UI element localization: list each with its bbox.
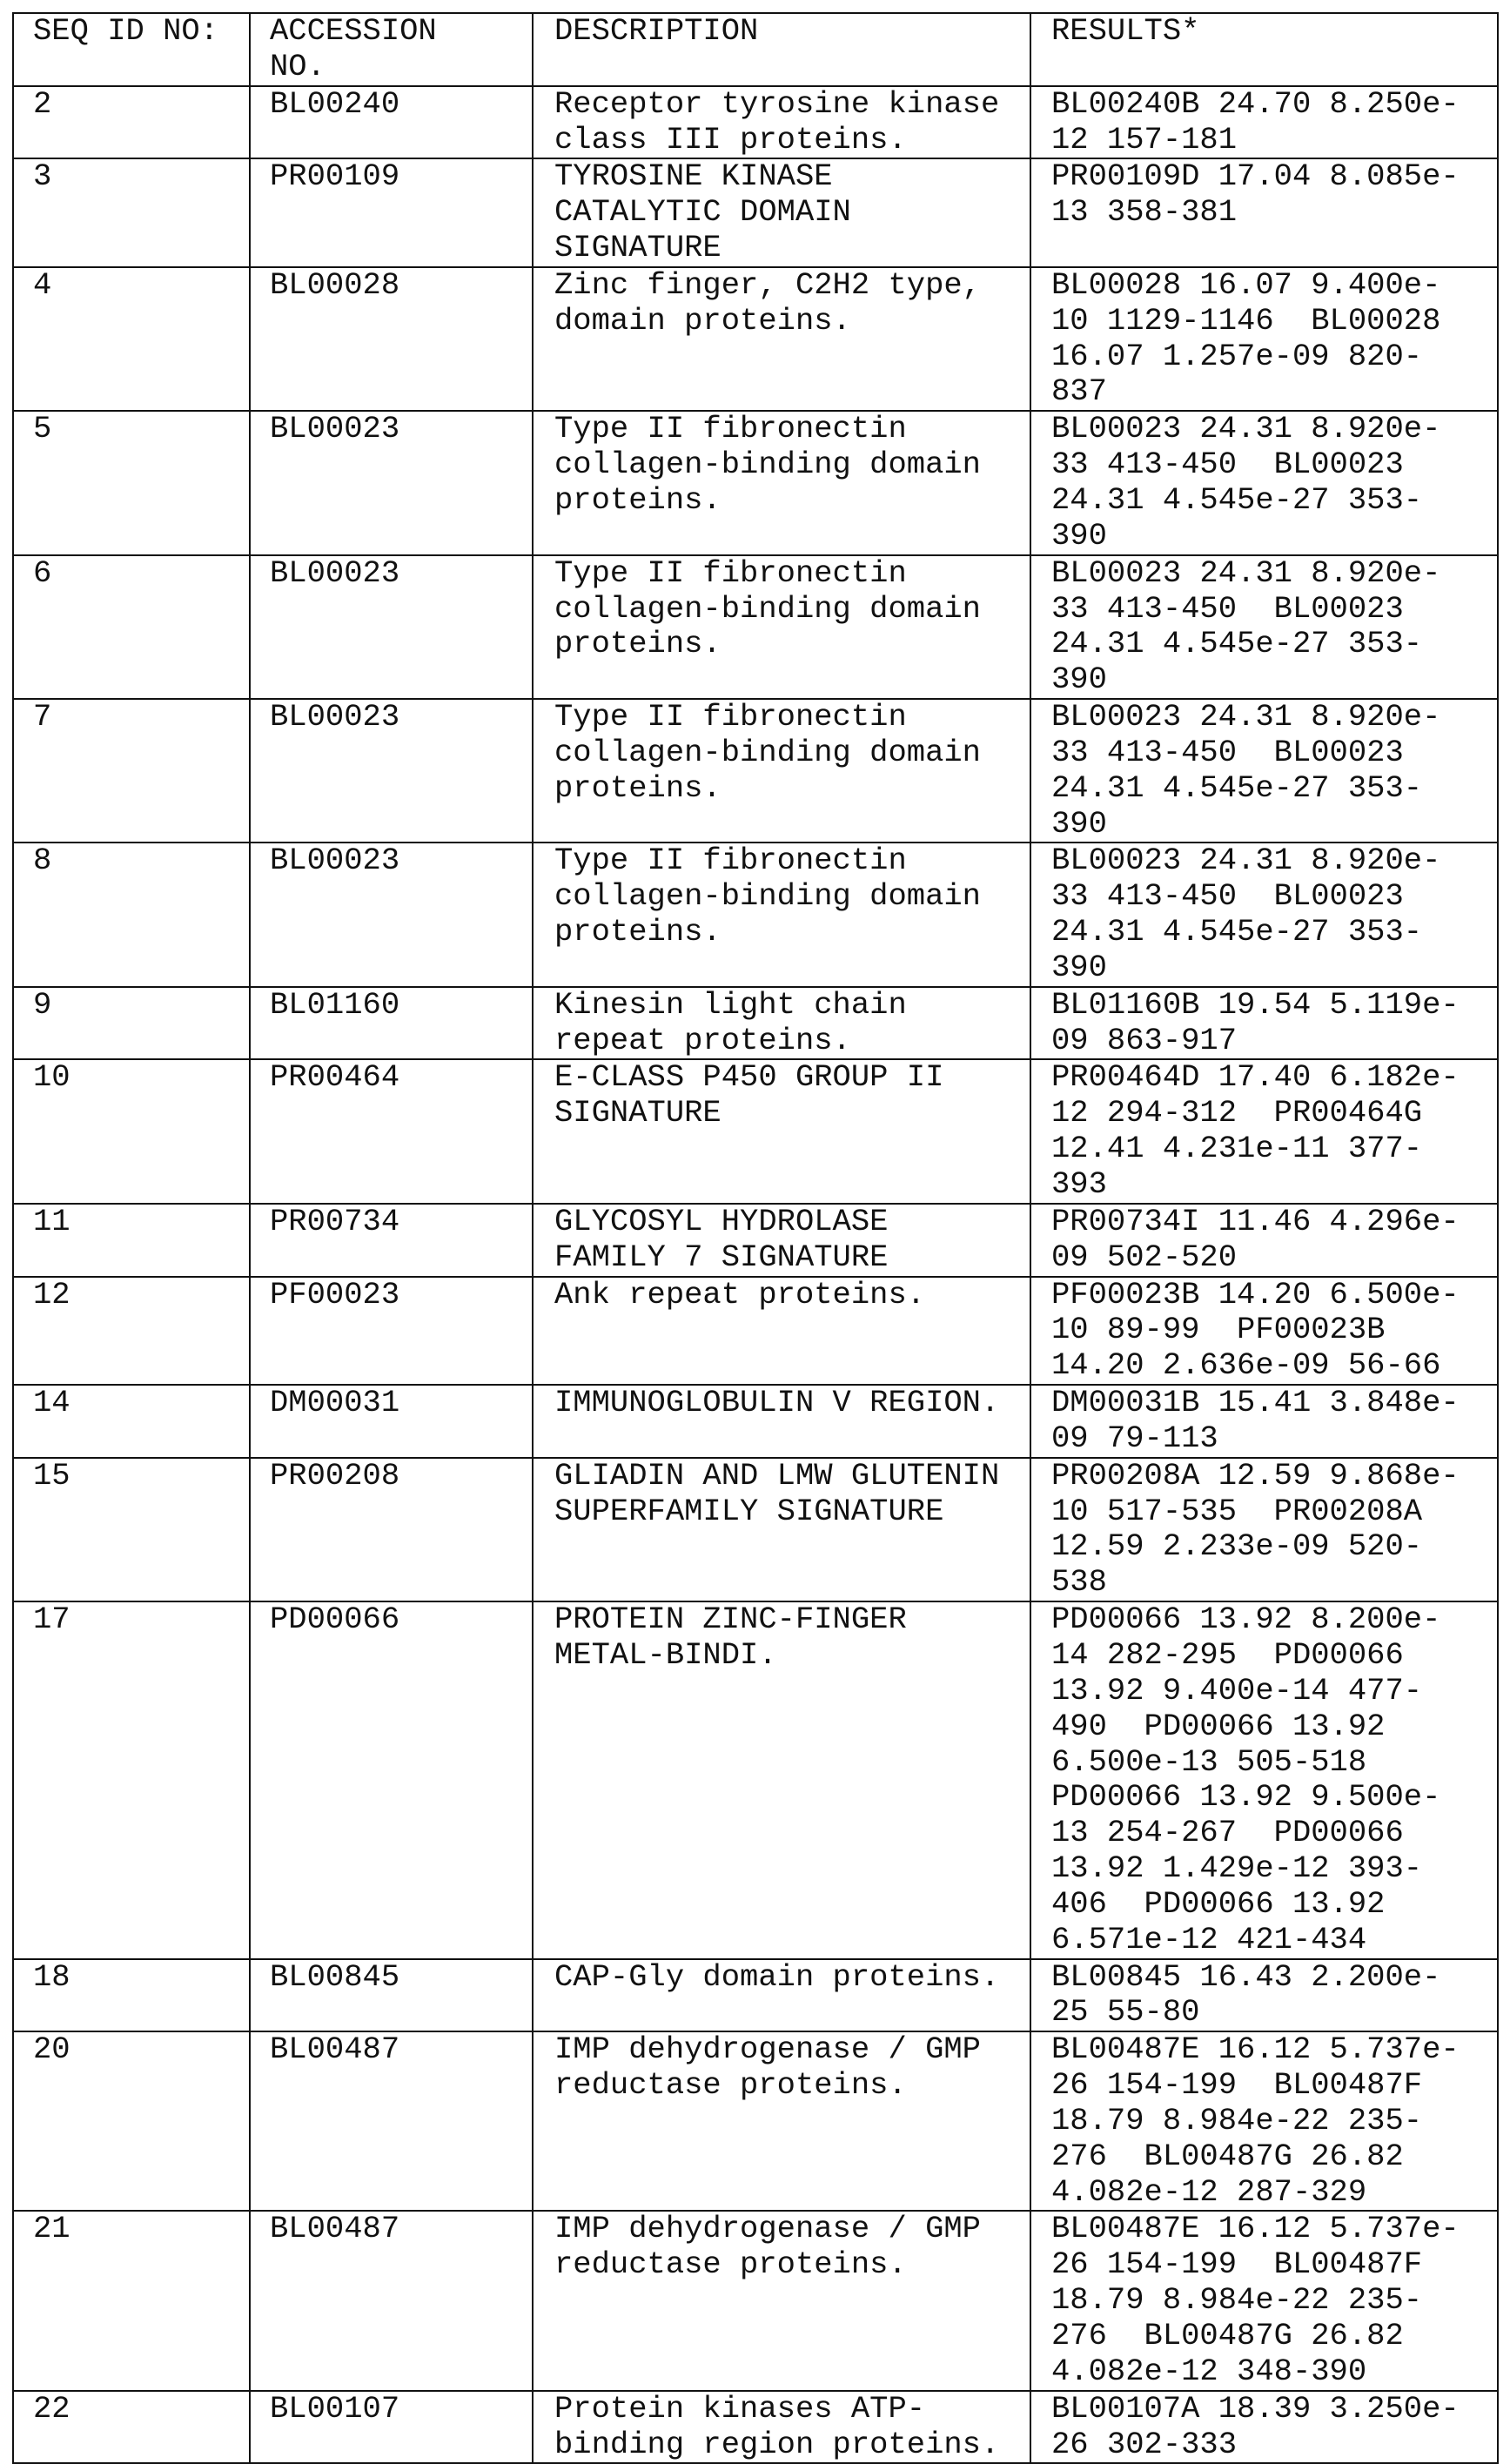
description-cell — [533, 2211, 1030, 2390]
cell-line: GLIADIN AND LMW GLUTENIN — [554, 1457, 1000, 1494]
accession-cell: BL00023 — [250, 555, 533, 699]
cell-line: Ank repeat proteins. — [554, 1276, 926, 1313]
cell-line: 390 — [1051, 661, 1107, 698]
cell-line: 10 89-99 PF00023B — [1051, 1312, 1386, 1348]
table-body — [13, 86, 1498, 2464]
cell-line: 33 413-450 BL00023 — [1051, 734, 1404, 770]
cell-line: 25 55-80 — [1051, 1994, 1200, 2031]
cell-line: 33 413-450 BL00023 — [1051, 590, 1404, 627]
cell-line: 26 154-199 BL00487F — [1051, 2246, 1423, 2283]
cell-line: FAMILY 7 SIGNATURE — [554, 1239, 889, 1275]
cell-line: 276 BL00487G 26.82 — [1051, 2318, 1404, 2353]
cell-line: IMP dehydrogenase / GMP — [554, 2211, 981, 2247]
description-cell — [533, 158, 1030, 267]
cell-line: 4.082e-12 348-390 — [1051, 2353, 1367, 2389]
cell-line: repeat proteins. — [554, 1022, 851, 1058]
description-cell — [533, 1601, 1030, 1958]
description-cell — [533, 1458, 1030, 1601]
cell-line: 393 — [1051, 1166, 1107, 1202]
cell-line: NO. — [270, 48, 325, 84]
seq-id-cell: 17 — [13, 1601, 250, 1958]
cell-line: 276 BL00487G 26.82 — [1051, 2138, 1404, 2174]
results-cell — [1030, 1601, 1498, 1958]
seq-id-cell: 3 — [13, 158, 250, 267]
cell-line: proteins. — [554, 481, 721, 518]
description-cell — [533, 2031, 1030, 2211]
cell-line: 24.31 4.545e-27 353- — [1051, 914, 1423, 950]
cell-line: 09 502-520 — [1051, 1239, 1238, 1275]
table-row — [13, 86, 1498, 159]
table-row — [13, 1385, 1498, 1458]
seq-id-cell: 8 — [13, 843, 250, 986]
cell-line: 26 154-199 BL00487F — [1051, 2067, 1423, 2104]
results-cell — [1030, 1458, 1498, 1601]
description-cell — [533, 1385, 1030, 1458]
table-row — [13, 699, 1498, 843]
cell-line: SEQ ID NO: — [33, 13, 219, 49]
cell-line: Type II fibronectin — [554, 699, 907, 735]
results-cell — [1030, 2211, 1498, 2390]
cell-line: 4.082e-12 287-329 — [1051, 2173, 1367, 2210]
cell-line: 14 282-295 PD00066 — [1051, 1636, 1404, 1673]
table-row — [13, 267, 1498, 411]
seq-id-cell: 7 — [13, 699, 250, 843]
cell-line: proteins. — [554, 626, 721, 662]
cell-line: Protein kinases ATP- — [554, 2390, 926, 2427]
accession-cell: BL00240 — [250, 86, 533, 159]
header-description — [533, 13, 1030, 86]
seq-id-cell: 10 — [13, 1059, 250, 1203]
cell-line: 33 413-450 BL00023 — [1051, 446, 1404, 483]
cell-line: 13 358-381 — [1051, 194, 1238, 231]
accession-cell: PF00023 — [250, 1277, 533, 1386]
accession-cell: BL00023 — [250, 843, 533, 986]
seq-id-cell: 14 — [13, 1385, 250, 1458]
cell-line: CATALYTIC DOMAIN — [554, 194, 851, 231]
results-cell — [1030, 86, 1498, 159]
table-row — [13, 411, 1498, 554]
cell-line: E-CLASS P450 GROUP II — [554, 1059, 944, 1096]
results-cell — [1030, 267, 1498, 411]
cell-line: collagen-binding domain — [554, 878, 981, 915]
cell-line: 14.20 2.636e-09 56-66 — [1051, 1347, 1441, 1384]
description-cell — [533, 86, 1030, 159]
cell-line: proteins. — [554, 914, 721, 950]
accession-cell: PD00066 — [250, 1601, 533, 1958]
table-row — [13, 2031, 1498, 2211]
header-row — [13, 13, 1498, 86]
cell-line: DESCRIPTION — [554, 13, 759, 49]
cell-line: 09 79-113 — [1051, 1420, 1218, 1456]
seq-id-cell: 11 — [13, 1204, 250, 1277]
seq-id-cell: 22 — [13, 2391, 250, 2464]
results-cell — [1030, 411, 1498, 554]
cell-line: BL00023 24.31 8.920e- — [1051, 843, 1441, 879]
cell-line: 390 — [1051, 805, 1107, 842]
cell-line: Zinc finger, C2H2 type, — [554, 266, 981, 303]
cell-line: domain proteins. — [554, 302, 851, 339]
cell-line: SIGNATURE — [554, 1095, 721, 1131]
cell-line: collagen-binding domain — [554, 734, 981, 770]
cell-line: 390 — [1051, 949, 1107, 985]
cell-line: collagen-binding domain — [554, 446, 981, 483]
accession-cell: BL00487 — [250, 2211, 533, 2390]
seq-id-cell: 5 — [13, 411, 250, 554]
description-cell — [533, 699, 1030, 843]
cell-line: 538 — [1051, 1564, 1107, 1601]
table-row — [13, 1277, 1498, 1386]
table-row — [13, 158, 1498, 267]
cell-line: CAP-Gly domain proteins. — [554, 1958, 1000, 1995]
cell-line: Kinesin light chain — [554, 986, 907, 1023]
seq-id-cell: 9 — [13, 987, 250, 1060]
cell-line: 6.500e-13 505-518 — [1051, 1743, 1367, 1780]
cell-line: BL00487E 16.12 5.737e- — [1051, 2031, 1460, 2068]
cell-line: BL00023 24.31 8.920e- — [1051, 411, 1441, 447]
header-seq-id — [13, 13, 250, 86]
cell-line: 13 254-267 PD00066 — [1051, 1815, 1404, 1851]
cell-line: TYROSINE KINASE — [554, 158, 833, 195]
cell-line: 16.07 1.257e-09 820- — [1051, 338, 1423, 374]
table-row — [13, 1959, 1498, 2032]
cell-line: Type II fibronectin — [554, 843, 907, 879]
description-cell — [533, 1059, 1030, 1203]
cell-line: GLYCOSYL HYDROLASE — [554, 1203, 889, 1239]
results-cell — [1030, 1204, 1498, 1277]
cell-line: DM00031B 15.41 3.848e- — [1051, 1385, 1460, 1421]
accession-cell: BL00023 — [250, 411, 533, 554]
accession-cell: BL00028 — [250, 267, 533, 411]
results-cell — [1030, 555, 1498, 699]
description-cell — [533, 843, 1030, 986]
results-cell — [1030, 158, 1498, 267]
results-cell — [1030, 699, 1498, 843]
table-row — [13, 1458, 1498, 1601]
cell-line: 09 863-917 — [1051, 1022, 1238, 1058]
cell-line: 406 PD00066 13.92 — [1051, 1885, 1386, 1922]
cell-line: PR00109D 17.04 8.085e- — [1051, 158, 1460, 195]
table-row — [13, 2391, 1498, 2464]
cell-line: 6.571e-12 421-434 — [1051, 1921, 1367, 1957]
cell-line: 13.92 9.400e-14 477- — [1051, 1672, 1423, 1709]
cell-line: proteins. — [554, 769, 721, 806]
cell-line: 390 — [1051, 517, 1107, 554]
cell-line: 12.59 2.233e-09 520- — [1051, 1528, 1423, 1565]
cell-line: 24.31 4.545e-27 353- — [1051, 769, 1423, 806]
cell-line: Type II fibronectin — [554, 411, 907, 447]
results-cell — [1030, 987, 1498, 1060]
cell-line: 12 157-181 — [1051, 121, 1238, 158]
cell-line: 10 1129-1146 BL00028 — [1051, 302, 1441, 339]
cell-line: PF00023B 14.20 6.500e- — [1051, 1276, 1460, 1313]
seq-id-cell: 21 — [13, 2211, 250, 2390]
description-cell — [533, 1204, 1030, 1277]
accession-cell: PR00734 — [250, 1204, 533, 1277]
description-cell — [533, 1959, 1030, 2032]
cell-line: BL01160B 19.54 5.119e- — [1051, 986, 1460, 1023]
cell-line: 24.31 4.545e-27 353- — [1051, 481, 1423, 518]
cell-line: METAL-BINDI. — [554, 1636, 777, 1673]
seq-id-cell: 2 — [13, 86, 250, 159]
description-cell — [533, 411, 1030, 554]
cell-line: BL00487E 16.12 5.737e- — [1051, 2211, 1460, 2247]
header-accession — [250, 13, 533, 86]
cell-line: binding region proteins. — [554, 2426, 1000, 2462]
accession-cell: BL00023 — [250, 699, 533, 843]
cell-line: 26 302-333 — [1051, 2426, 1238, 2462]
cell-line: reductase proteins. — [554, 2246, 907, 2283]
table-header — [13, 13, 1498, 86]
accession-cell: PR00464 — [250, 1059, 533, 1203]
description-cell — [533, 555, 1030, 699]
results-cell — [1030, 1059, 1498, 1203]
cell-line: PD00066 13.92 9.500e- — [1051, 1779, 1441, 1816]
cell-line: 12.41 4.231e-11 377- — [1051, 1131, 1423, 1167]
cell-line: PD00066 13.92 8.200e- — [1051, 1601, 1441, 1638]
table-row — [13, 1059, 1498, 1203]
cell-line: PROTEIN ZINC-FINGER — [554, 1601, 907, 1638]
cell-line: SIGNATURE — [554, 230, 721, 266]
cell-line: 837 — [1051, 373, 1107, 410]
cell-line: RESULTS* — [1051, 13, 1200, 49]
cell-line: 10 517-535 PR00208A — [1051, 1493, 1423, 1529]
cell-line: IMMUNOGLOBULIN V REGION. — [554, 1385, 1000, 1421]
accession-cell: PR00208 — [250, 1458, 533, 1601]
seq-id-cell: 18 — [13, 1959, 250, 2032]
results-cell — [1030, 2031, 1498, 2211]
cell-line: Receptor tyrosine kinase — [554, 85, 1000, 122]
cell-line: 12 294-312 PR00464G — [1051, 1095, 1423, 1131]
description-cell — [533, 1277, 1030, 1386]
accession-cell: DM00031 — [250, 1385, 533, 1458]
cell-line: PR00734I 11.46 4.296e- — [1051, 1203, 1460, 1239]
cell-line: 490 PD00066 13.92 — [1051, 1708, 1386, 1744]
description-cell — [533, 2391, 1030, 2464]
cell-line: class III proteins. — [554, 121, 907, 158]
cell-line: PR00208A 12.59 9.868e- — [1051, 1457, 1460, 1494]
cell-line: 33 413-450 BL00023 — [1051, 878, 1404, 915]
seq-id-cell: 15 — [13, 1458, 250, 1601]
results-cell — [1030, 1959, 1498, 2032]
description-cell — [533, 267, 1030, 411]
cell-line: 18.79 8.984e-22 235- — [1051, 2102, 1423, 2138]
cell-line: SUPERFAMILY SIGNATURE — [554, 1493, 944, 1529]
results-cell — [1030, 2391, 1498, 2464]
table-row — [13, 1601, 1498, 1958]
sequence-results-table — [12, 12, 1499, 2464]
accession-cell: BL00845 — [250, 1959, 533, 2032]
cell-line: PR00464D 17.40 6.182e- — [1051, 1059, 1460, 1096]
cell-line: BL00028 16.07 9.400e- — [1051, 266, 1441, 303]
cell-line: IMP dehydrogenase / GMP — [554, 2031, 981, 2068]
cell-line: 24.31 4.545e-27 353- — [1051, 626, 1423, 662]
cell-line: BL00107A 18.39 3.250e- — [1051, 2390, 1460, 2427]
cell-line: ACCESSION — [270, 13, 437, 49]
accession-cell: BL00487 — [250, 2031, 533, 2211]
description-cell — [533, 987, 1030, 1060]
header-results — [1030, 13, 1498, 86]
cell-line: collagen-binding domain — [554, 590, 981, 627]
cell-line: 18.79 8.984e-22 235- — [1051, 2282, 1423, 2319]
cell-line: BL00845 16.43 2.200e- — [1051, 1958, 1441, 1995]
cell-line: reductase proteins. — [554, 2067, 907, 2104]
cell-line: BL00023 24.31 8.920e- — [1051, 554, 1441, 591]
seq-id-cell: 20 — [13, 2031, 250, 2211]
results-cell — [1030, 1385, 1498, 1458]
accession-cell: PR00109 — [250, 158, 533, 267]
cell-line: 13.92 1.429e-12 393- — [1051, 1850, 1423, 1887]
accession-cell: BL01160 — [250, 987, 533, 1060]
cell-line: Type II fibronectin — [554, 554, 907, 591]
seq-id-cell: 6 — [13, 555, 250, 699]
cell-line: BL00023 24.31 8.920e- — [1051, 699, 1441, 735]
seq-id-cell: 4 — [13, 267, 250, 411]
results-cell — [1030, 1277, 1498, 1386]
table-row — [13, 2211, 1498, 2390]
cell-line: BL00240B 24.70 8.250e- — [1051, 85, 1460, 122]
table-row — [13, 1204, 1498, 1277]
seq-id-cell: 12 — [13, 1277, 250, 1386]
accession-cell: BL00107 — [250, 2391, 533, 2464]
table-row — [13, 987, 1498, 1060]
results-cell — [1030, 843, 1498, 986]
table-row — [13, 843, 1498, 986]
table-row — [13, 555, 1498, 699]
